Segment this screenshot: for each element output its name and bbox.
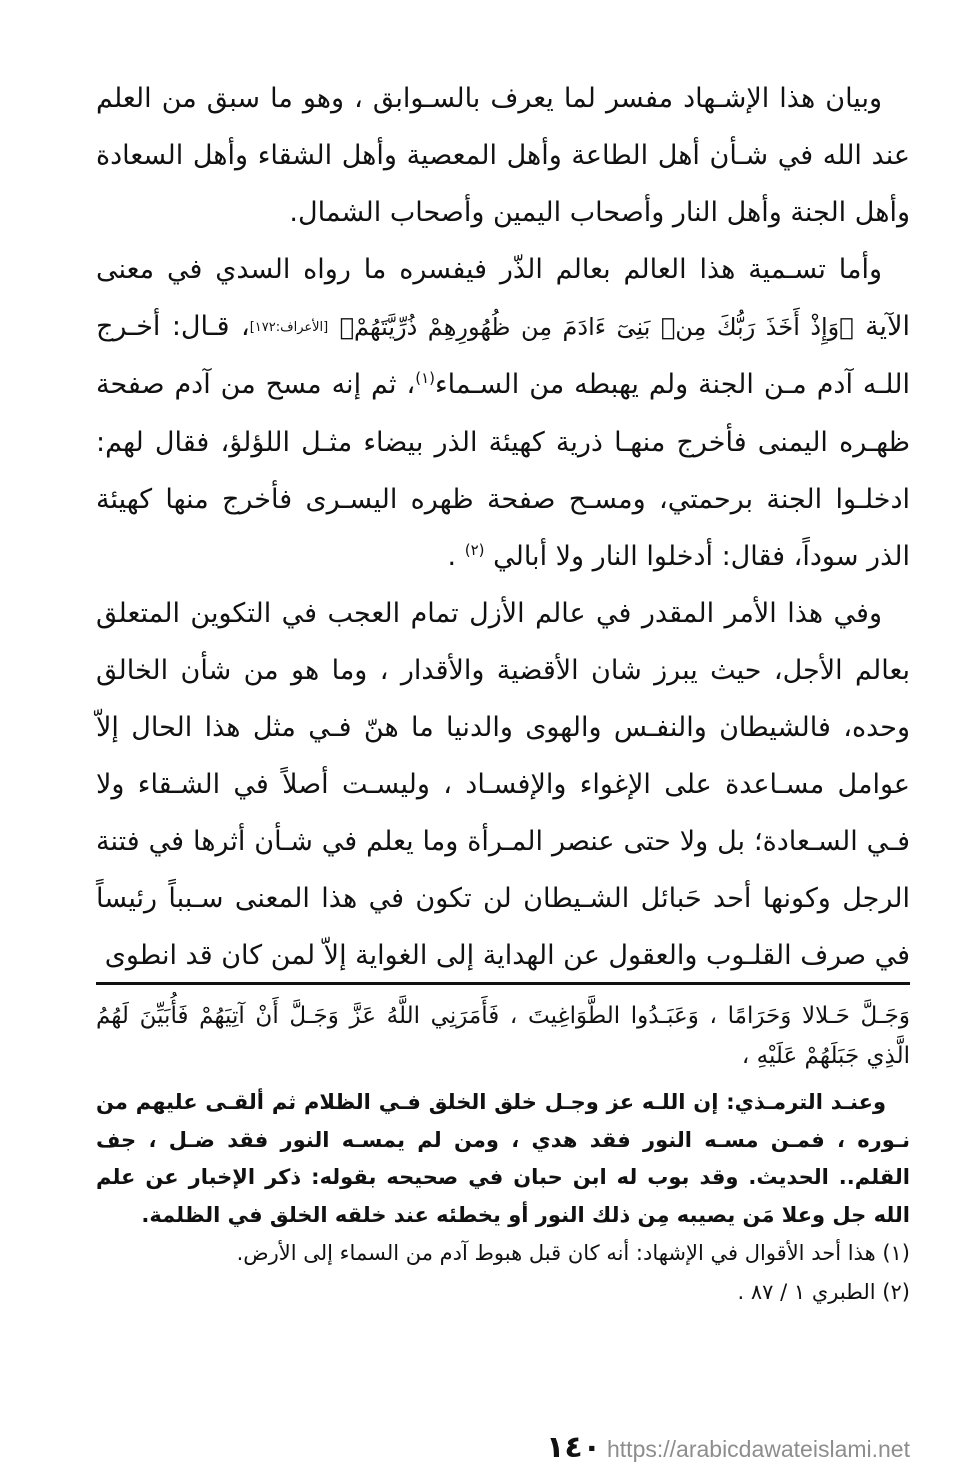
footnote-separator	[96, 982, 910, 985]
paragraph-intro: وأما تسـمية هذا العالم بعالم الذّر فيفسره ما رواه السدي في معنى الآية	[96, 254, 910, 343]
watermark-url: https://arabicdawateislami.net	[607, 1436, 910, 1462]
paragraph: وبيان هذا الإشـهاد مفسر لما يعرف بالسـوابق ، وهو ما سبق من العلم عند الله في شـأن أهل الطاعة وأهل المعصية وأهل الشقاء وأهل السعادة وأهل الجنة وأهل النار وأصحاب اليمين وأصحاب الشمال.	[96, 83, 910, 229]
main-text	[96, 70, 910, 985]
footnote-continuation: وعنـد الترمـذي: إن اللـه عز وجـل خلق الخلق فـي الظلام ثم ألقـى عليهم من نـوره ، فمـن مسـه النور فقد هدي ، ومن لم يمسـه النور فقد ضـل ، جف القلم.. الحديث. وقد بوب له ابن حبان في صحيحه بقوله: ذكر الإخبار عن علم الله جل وعلا مَن يصيبه مِن ذلك النور أو يخطئه عند خلقه الخلق في الظلمة.	[96, 1090, 910, 1227]
paragraph-end: .	[447, 540, 457, 572]
paragraph-text: ، قـال: أخـرج اللـه آدم مـن الجنة ولم يهبطه من السـماء	[96, 311, 910, 401]
footnote-2: (٢) الطبري ١ / ٨٧ .	[737, 1280, 910, 1304]
quran-verse: ﴿وَإِذْ أَخَذَ رَبُّكَ مِنۢ بَنِىٓ ءَادَمَ مِن ظُهُورِهِمْ ذُرِّيَّتَهُمْ﴾	[339, 313, 854, 342]
verse-reference: [الأعراف:١٧٢]	[249, 320, 329, 336]
footnote-hadith: وَجَـلَّ حَـلالا وَحَرَامًا ، وَعَبَـدُوا الطَّوَاغِيتَ ، فَأَمَرَنِي اللَّهُ عَزَّ وَجَـلَّ أَنْ آتِيَهُمْ فَأُبَيِّنَ لَهُمُ الَّذِي جَبَلَهُمْ عَلَيْهِ ،	[96, 1003, 910, 1069]
footnote-marker: (١)	[415, 369, 435, 388]
paragraph: وفي هذا الأمر المقدر في عالم الأزل تمام العجب في التكوين المتعلق بعالم الأجل، حيث يبرز شان الأقضية والأقدار ، وما هو من شأن الخالق وحده، فالشيطان والنفـس والهوى والدنيا ما هنّ فـي مثل هذا الحال إلاّ عوامل مسـاعدة على الإغواء والإفسـاد ، وليسـت أصلاً في الشـقاء ولا فـي السـعادة؛ بل ولا حتى عنصر المـرأة وما يعلم في شـأن أثرها في فتنة الرجل وكونها أحد حَبائل الشـيطان لن تكون في هذا المعنى سـبباً رئيساً في صرف القلـوب والعقول عن الهداية إلى الغواية إلاّ لمن كان قد انطوى	[96, 597, 910, 972]
footnote-marker: (٢)	[464, 540, 485, 559]
page-number: ١٤٠	[546, 1430, 601, 1465]
footnotes	[96, 996, 910, 1312]
footnote-1: (١) هذا أحد الأقوال في الإشهاد: أنه كان قبل هبوط آدم من السماء إلى الأرض.	[236, 1241, 910, 1265]
paragraph-text: ، ثم إنه مسح من آدم صفحة ظهـره اليمنى فأخرج منهـا ذرية كهيئة الذر بيضاء مثـل اللؤلؤ، فقال لهم: ادخلـوا الجنة برحمتي، ومسـح صفحة ظهره اليسـرى فأخرج منها كهيئة الذر سوداً، فقال: أدخلوا النار ولا أبالي	[96, 369, 910, 572]
paragraph	[96, 241, 910, 585]
page-footer	[420, 1430, 910, 1466]
